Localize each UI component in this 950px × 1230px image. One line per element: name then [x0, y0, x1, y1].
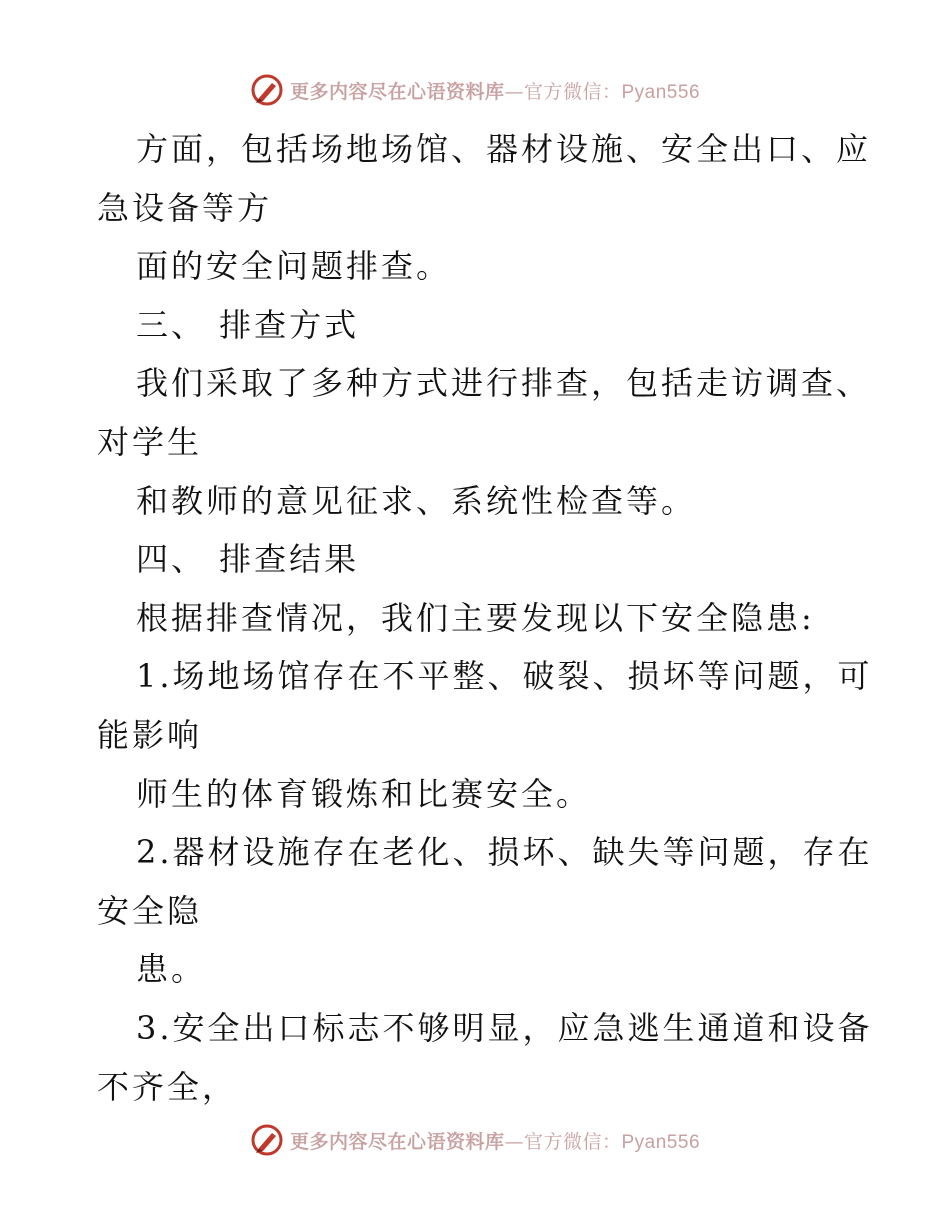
banner-separator: —	[504, 1130, 524, 1153]
text-line: 患。	[136, 950, 207, 989]
text-line: 3.安全出口标志不够明显，应急逃生通道和设备	[136, 1008, 873, 1047]
banner-wechat: 官方微信：Pyan556	[524, 81, 701, 103]
pen-logo-icon	[250, 73, 284, 107]
text-line: 和教师的意见征求、系统性检查等。	[136, 481, 697, 520]
banner-separator: —	[504, 80, 524, 103]
text-line: 方面，包括场地场馆、器材设施、安全出口、应	[136, 130, 872, 168]
text-line: 2.器材设施存在老化、损坏、缺失等问题，存在	[136, 833, 873, 872]
footer-banner	[0, 1120, 950, 1160]
text-line: 对学生	[97, 422, 203, 461]
header-banner	[0, 70, 950, 110]
text-line: 三、 排查方式	[136, 305, 360, 344]
banner-slogan: 更多内容尽在心语资料库	[289, 1130, 505, 1153]
text-line: 我们采取了多种方式进行排查，包括走访调查、	[136, 364, 872, 403]
text-line: 师生的体育锻炼和比赛安全。	[136, 774, 592, 813]
footer-banner-text	[290, 1127, 700, 1154]
document-body	[97, 120, 873, 1116]
text-line: 四、 排查结果	[136, 540, 360, 579]
text-line: 面的安全问题排查。	[136, 247, 452, 286]
text-line: 安全隐	[97, 891, 203, 930]
text-line: 不齐全，	[97, 1067, 238, 1106]
text-line: 能影响	[97, 715, 203, 754]
text-line: 急设备等方	[97, 188, 273, 227]
text-line: 根据排查情况，我们主要发现以下安全隐患:	[136, 598, 815, 637]
banner-slogan: 更多内容尽在心语资料库	[289, 80, 505, 103]
pen-logo-icon	[250, 1123, 284, 1157]
banner-wechat: 官方微信：Pyan556	[524, 1131, 701, 1153]
header-banner-text	[290, 77, 700, 104]
text-line: 1.场地场馆存在不平整、破裂、损坏等问题，可	[136, 657, 873, 696]
